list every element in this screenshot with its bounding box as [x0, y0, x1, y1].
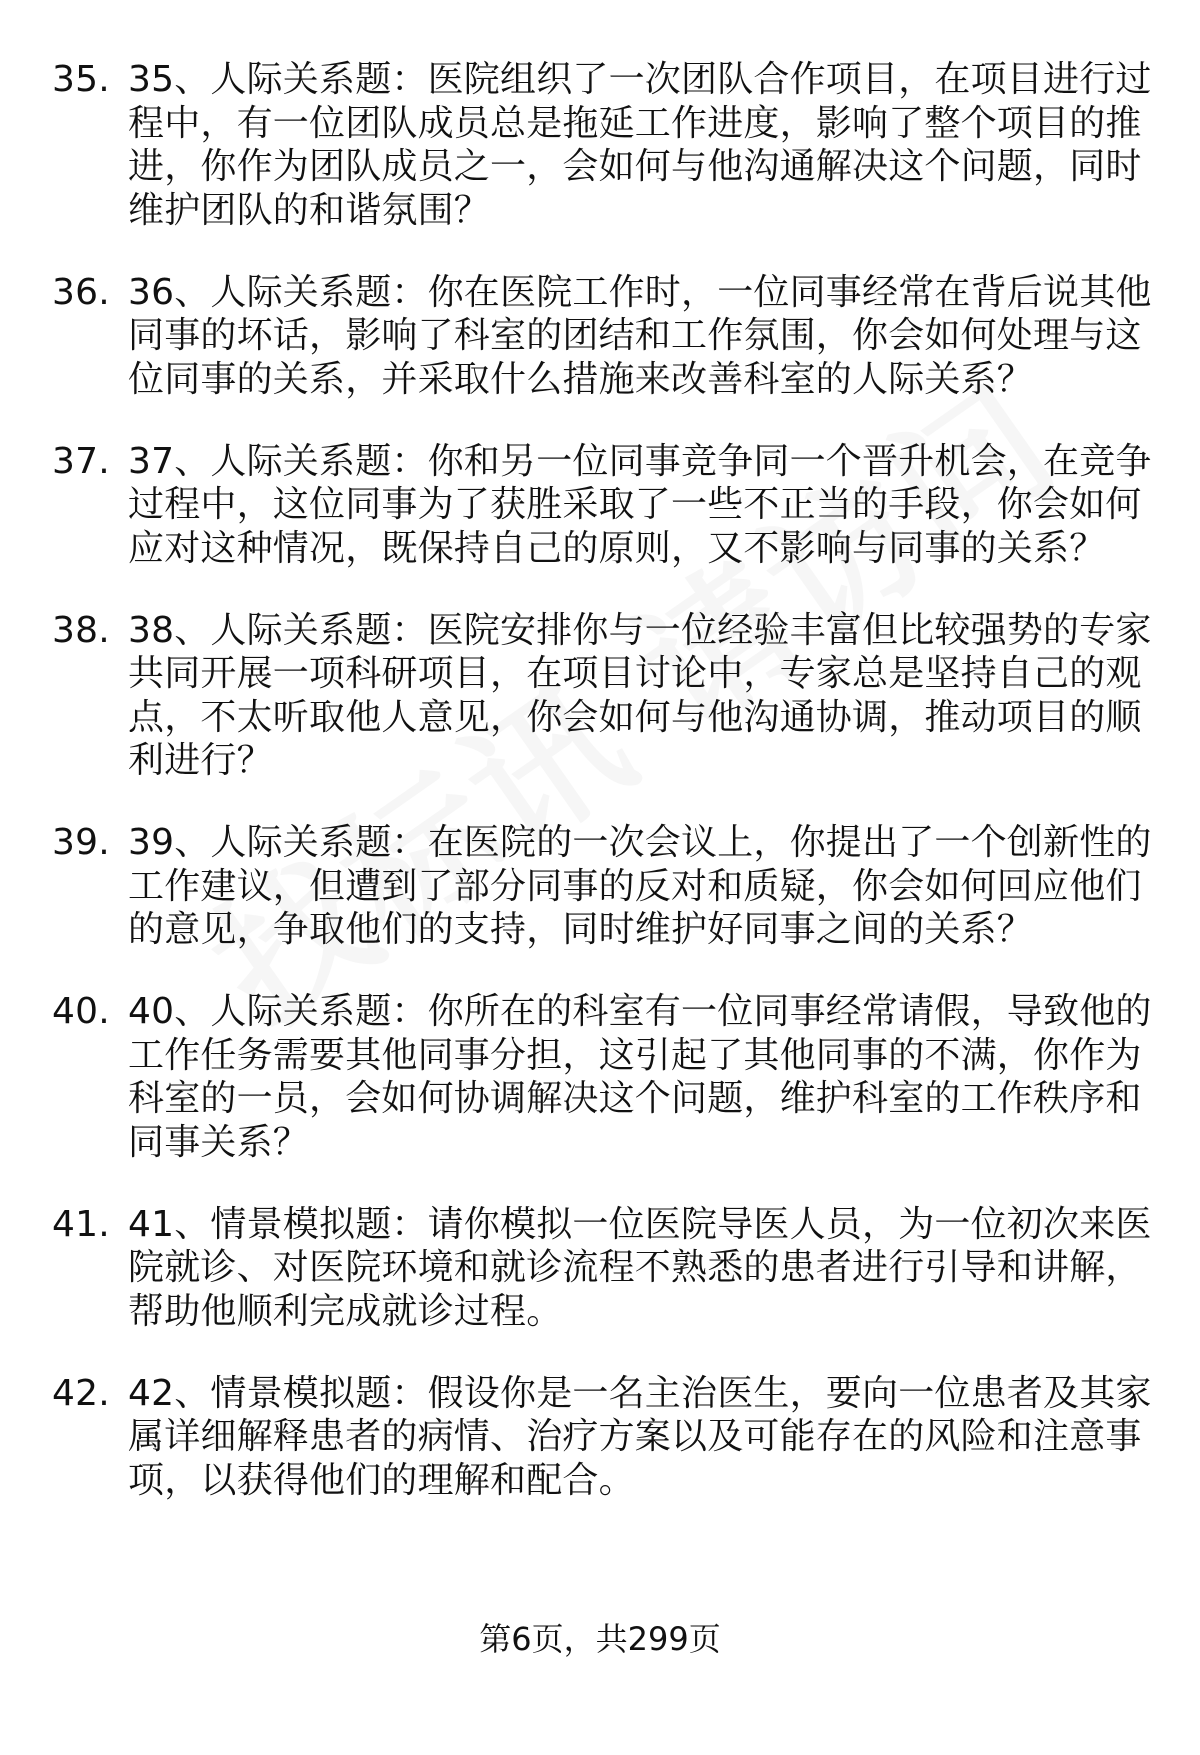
list-item	[52, 1203, 1162, 1334]
list-item	[52, 440, 1162, 571]
item-number: 42.	[52, 1372, 110, 1414]
item-text: 40、人际关系题：你所在的科室有一位同事经常请假，导致他的工作任务需要其他同事分担，这引起了其他同事的不满，你作为科室的一员，会如何协调解决这个问题，维护科室的工作秩序和同事关系？	[128, 991, 1152, 1163]
item-number: 35.	[52, 59, 110, 100]
question-list	[52, 58, 1162, 1541]
list-item	[52, 609, 1162, 783]
page-footer: 第6页，共299页	[479, 1620, 721, 1658]
list-item	[52, 1372, 1162, 1503]
item-text: 36、人际关系题：你在医院工作时，一位同事经常在背后说其他同事的坏话，影响了科室的团结和工作氛围，你会如何处理与这位同事的关系，并采取什么措施来改善科室的人际关系？	[128, 271, 1152, 400]
item-text: 39、人际关系题：在医院的一次会议上，你提出了一个创新性的工作建议，但遭到了部分同事的反对和质疑，你会如何回应他们的意见，争取他们的支持，同时维护好同事之间的关系？	[128, 822, 1152, 950]
item-text: 41、情景模拟题：请你模拟一位医院导医人员，为一位初次来医院就诊、对医院环境和就诊流程不熟悉的患者进行引导和讲解，帮助他顺利完成就诊过程。	[128, 1203, 1152, 1332]
item-number: 41.	[52, 1203, 110, 1245]
list-item	[52, 821, 1162, 952]
item-number: 38.	[52, 609, 110, 651]
item-text: 38、人际关系题：医院安排你与一位经验丰富但比较强势的专家共同开展一项科研项目，在项目讨论中，专家总是坚持自己的观点，不太听取他人意见，你会如何与他沟通协调，推动项目的顺利进行？	[128, 609, 1152, 781]
item-text: 35、人际关系题：医院组织了一次团队合作项目，在项目进行过程中，有一位团队成员总是拖延工作进度，影响了整个项目的推进，你作为团队成员之一，会如何与他沟通解决这个问题，同时维护团队的和谐氛围？	[128, 59, 1152, 231]
item-number: 39.	[52, 822, 110, 863]
item-number: 37.	[52, 440, 110, 482]
item-number: 40.	[52, 991, 110, 1032]
list-item	[52, 58, 1162, 232]
list-item	[52, 271, 1162, 402]
item-text: 42、情景模拟题：假设你是一名主治医生，要向一位患者及其家属详细解释患者的病情、治疗方案以及可能存在的风险和注意事项，以获得他们的理解和配合。	[128, 1372, 1152, 1501]
list-item	[52, 990, 1162, 1164]
item-number: 36.	[52, 271, 110, 313]
item-text: 37、人际关系题：你和另一位同事竞争同一个晋升机会，在竞争过程中，这位同事为了获胜采取了一些不正当的手段，你会如何应对这种情况，既保持自己的原则，又不影响与同事的关系？	[128, 440, 1152, 569]
